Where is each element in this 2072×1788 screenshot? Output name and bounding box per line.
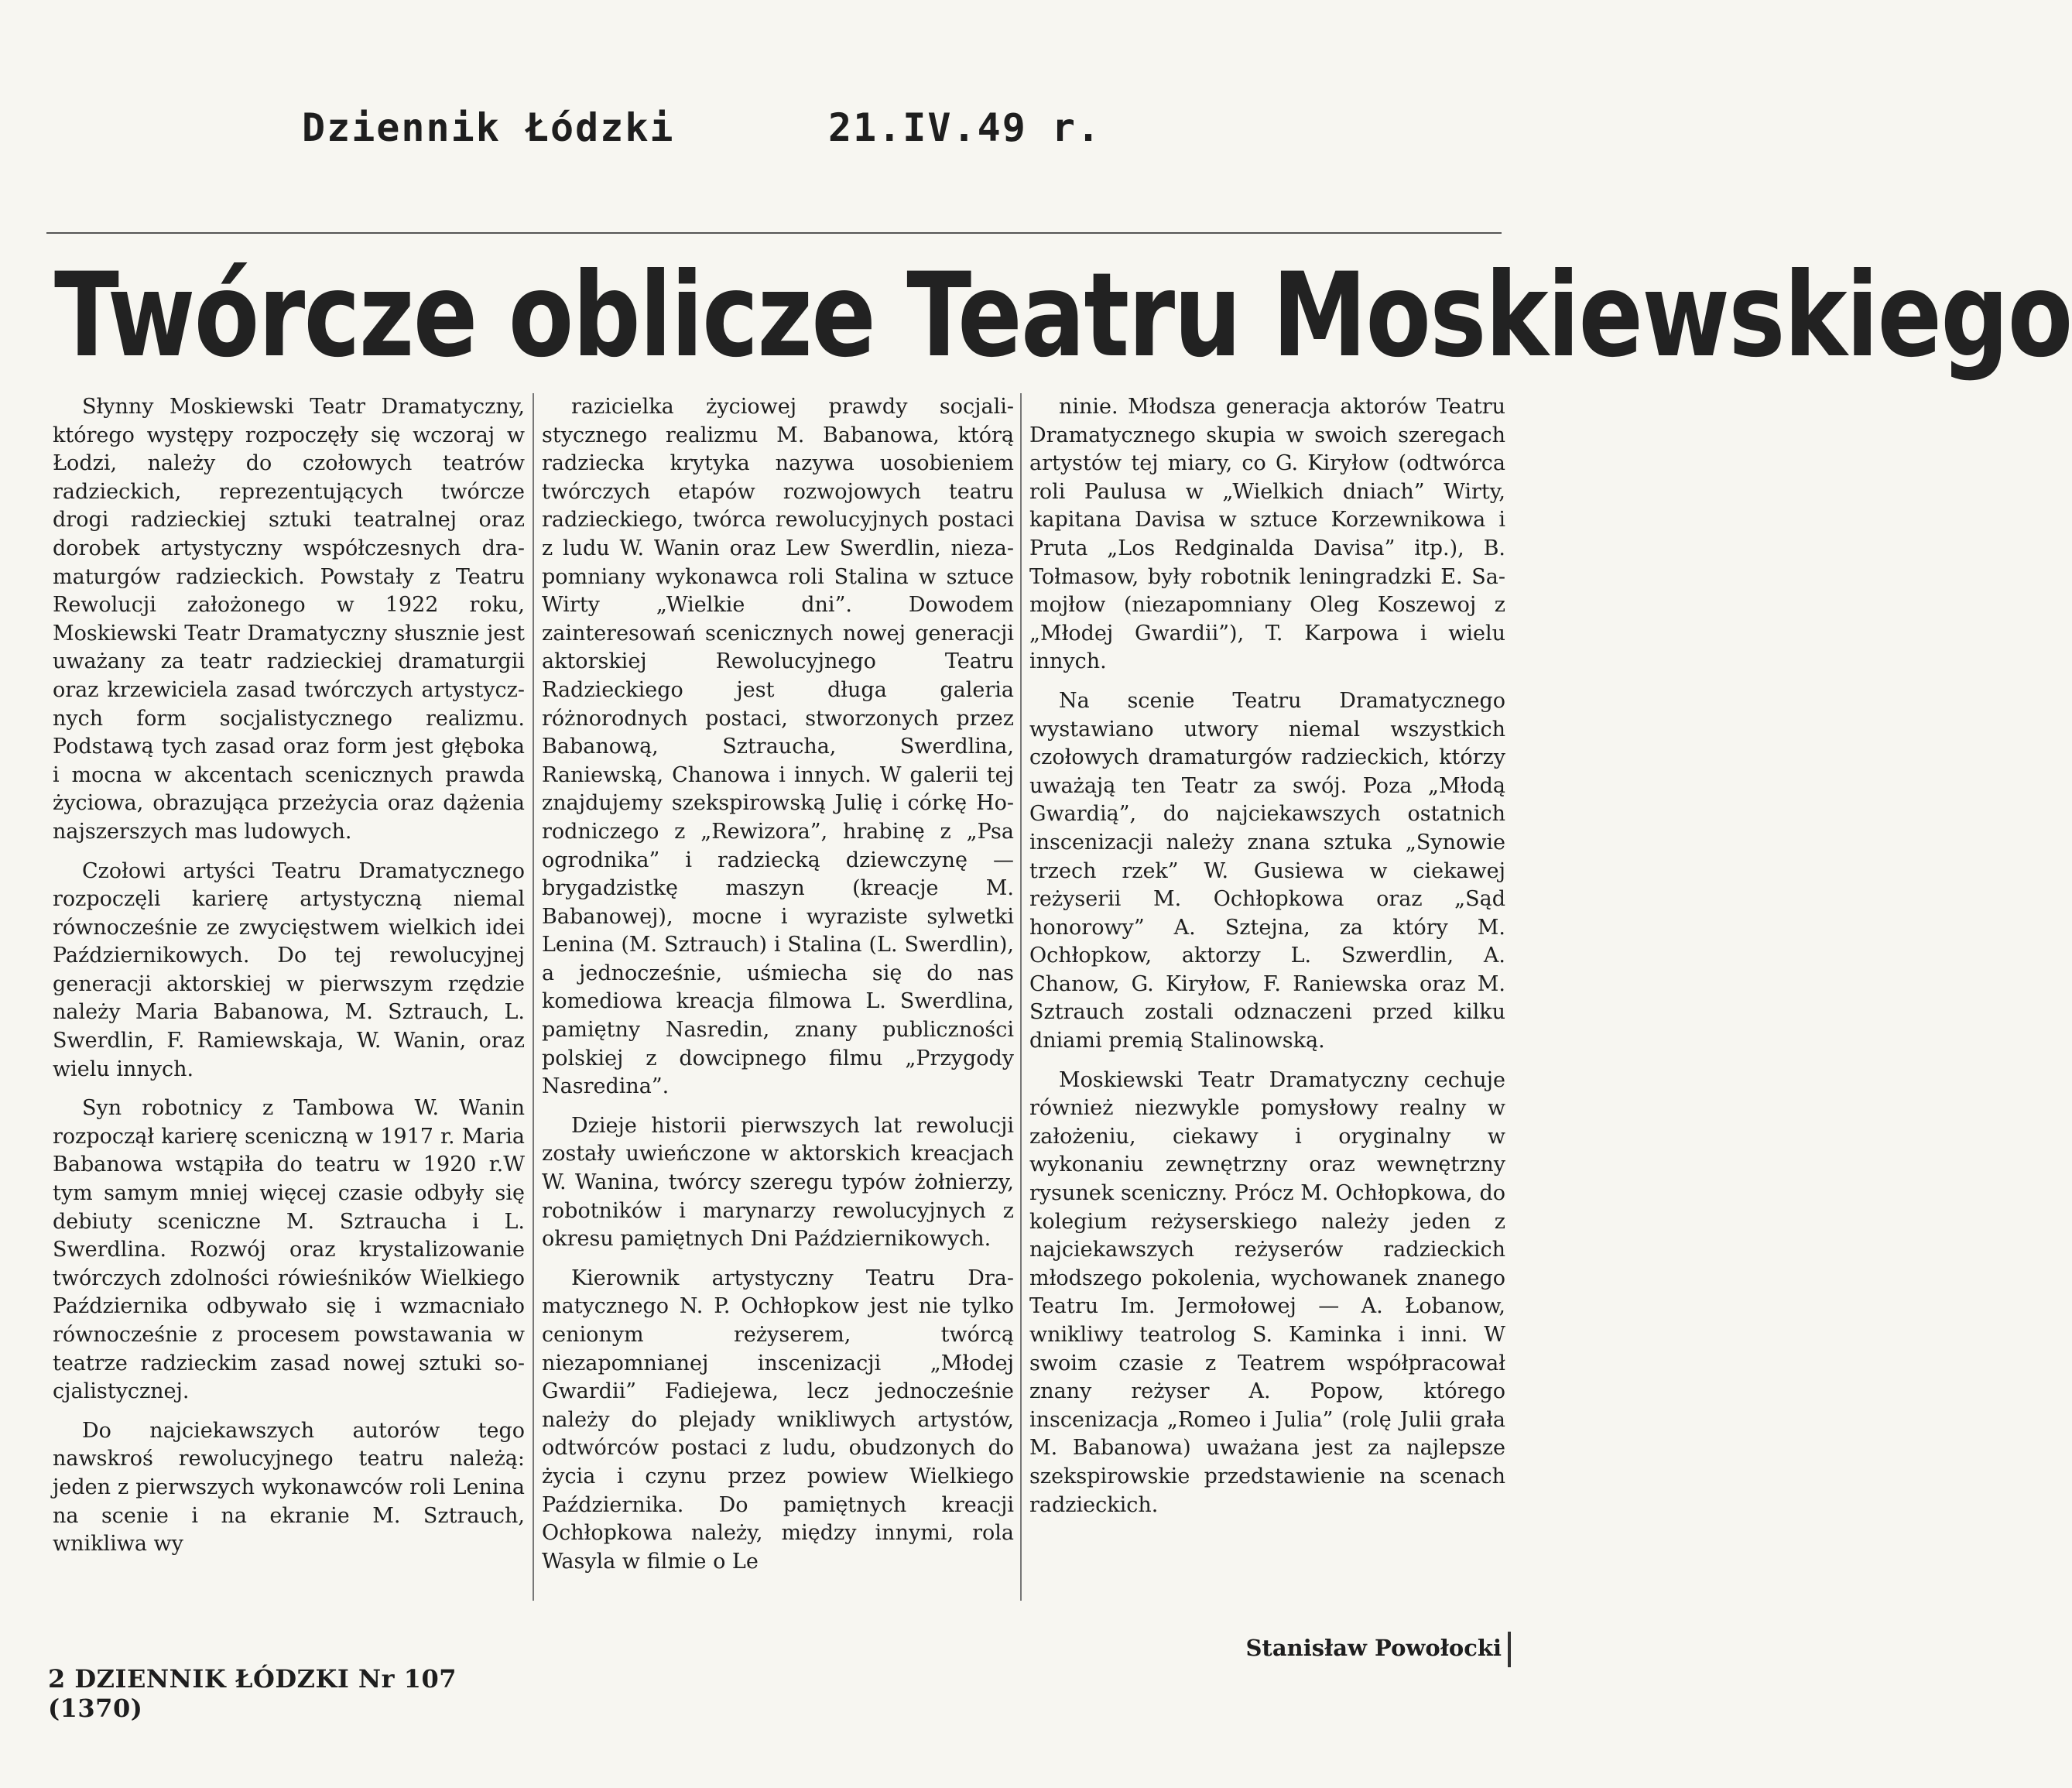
- paragraph: Syn robotnicy z Tambowa W. Wanin rozpoczął karierę sceniczną w 1917 r. Maria Babanowa wstąpiła do teatru w 1920 r.W tym samym mniej więcej czasie odbyły się debiuty sceniczne M. Sztraucha i L. Swerdlina. Rozwój oraz krystalizowanie twórczych zdolności rówieśników Wielkiego Października odbywało się i wzmacniało równocześnie z procesem powstawania w teatrze radzieckim zasad nowej sztuki socjalistycznej.: [53, 1096, 525, 1404]
- paragraph: Na scenie Teatru Dramatycznego wystawiano utwory niemal wszystkich czołowych dramaturgów radzieckich, którzy uważają ten Teatr za swój. Poza „Młodą Gwardią”, do najciekawszych ostatnich inscenizacji należy znana sztuka „Synowie trzech rzek” W. Gusiewa w ciekawej reżyserii M. Ochłopkowa oraz „Sąd honorowy” A. Sztejna, za który M. Ochłopkow, aktorzy L. Szwerdlin, A. Chanow, G. Kiryłow, F. Raniewska oraz M. Sztrauch zostali odznaczeni przed kilku dniami premią Stalinowską.: [1029, 688, 1505, 1053]
- paragraph: razicielka życiowej prawdy socjalistycznego realizmu M. Babanowa, którą radziecka krytyka nazywa uosobieniem twórczych etapów rozwojowych teatru radzieckiego, twórca rewolucyjnych postaci z ludu W. Wanin oraz Lew Swerdlin, niezapomniany wykonawca roli Stalina w sztuce Wirty „Wielkie dni”. Dowodem zainteresowań scenicznych nowej generacji aktorskiej Rewolucyjnego Teatru Radzieckiego jest długa galeria różnorodnych postaci, stworzonych przez Babanową, Sztraucha, Swerdlina, Raniewską, Chanowa i innych. W galerii tej znajdujemy szekspirowską Julię i córkę Horodniczego z „Rewizora”, hrabinę z „Psa ogrodnika” i radziecką dziewczynę — brygadzistkę maszyn (kreacje M. Babanowej), mocne i wyraziste sylwetki Lenina (M. Sztrauch) i Stalina (L. Swerdlin), a jednocześnie, uśmiecha się do nas komediowa kreacja filmowa L. Swerdlina, pamiętny Nasredin, znany publiczności polskiej z dowcipnego filmu „Przygody Nasredina”.: [542, 395, 1014, 1099]
- column-divider: [1020, 393, 1022, 1601]
- article-headline: Twórcze oblicze Teatru Moskiewskiego: [54, 248, 2072, 383]
- article-column-1: [53, 393, 525, 1632]
- article-column-2: [542, 393, 1014, 1632]
- column-divider: [533, 393, 534, 1601]
- signature-bar: [1508, 1632, 1511, 1667]
- author-signature: Stanisław Powołocki: [1245, 1635, 1502, 1661]
- paragraph: Dzieje historii pierwszych lat rewolucji zostały uwieńczone w aktorskich kreacjach W. Wanina, twórcy szeregu typów żołnierzy, robotników i marynarzy rewolucyjnych z okresu pamiętnych Dni Październikowych.: [542, 1113, 1014, 1252]
- article-column-3: [1029, 393, 1505, 1632]
- clipping-header: [302, 91, 1138, 161]
- publication-date: 21.IV.49 r.: [828, 105, 1102, 150]
- paragraph: Słynny Moskiewski Teatr Dramatyczny, którego występy rozpoczęły się wczoraj w Łodzi, należy do czołowych teatrów radzieckich, reprezentujących twórcze drogi radzieckiej sztuki teatralnej oraz dorobek artystyczny współczesnych dramaturgów radzieckich. Powstały z Teatru Rewolucji założonego w 1922 roku, Moskiewski Teatr Dramatyczny słusznie jest uważany za teatr radzieckiej dramaturgii oraz krzewiciela zasad twórczych artystycznych form socjalistycznego realizmu. Podstawą tych zasad oraz form jest głęboka i mocna w akcentach scenicznych prawda życiowa, obrazująca przeżycia oraz dążenia najszerszych mas ludowych.: [53, 395, 525, 844]
- paragraph: Do najciekawszych autorów tego nawskroś rewolucyjnego teatru należą: jeden z pierwszych wykonawców roli Lenina na scenie i na ekranie M. Sztrauch, wnikliwa wy: [53, 1418, 525, 1557]
- newspaper-name: Dziennik Łódzki: [302, 105, 675, 150]
- page-footer: 2 DZIENNIK ŁÓDZKI Nr 107 (1370): [48, 1664, 457, 1723]
- paragraph: Moskiewski Teatr Dramatyczny cechuje również niezwykle pomysłowy realny w założeniu, ciekawy i oryginalny w wykonaniu zewnętrzny oraz wewnętrzny rysunek sceniczny. Prócz M. Ochłopkowa, do kolegium reżyserskiego należy jeden z najciekawszych reżyserów radzieckich młodszego pokolenia, wychowanek znanego Teatru Im. Jermołowej — A. Łobanow, wnikliwy teatrolog S. Kaminka i inni. W swoim czasie z Teatrem współpracował znany reżyser A. Popow, którego inscenizacja „Romeo i Julia” (rolę Julii grała M. Babanowa) uważana jest za najlepsze szekspirowskie przedstawienie na scenach radzieckich.: [1029, 1067, 1505, 1517]
- paragraph: Czołowi artyści Teatru Dramatycznego rozpoczęli karierę artystyczną niemal równocześnie ze zwycięstwem wielkich idei Październikowych. Do tej rewolucyjnej generacji aktorskiej w pierwszym rzędzie należy Maria Babanowa, M. Sztrauch, L. Swerdlin, F. Ramiewskaja, W. Wanin, oraz wielu innych.: [53, 858, 525, 1081]
- header-rule: [46, 232, 1502, 234]
- paragraph: ninie. Młodsza generacja aktorów Teatru Dramatycznego skupia w swoich szeregach artystów tej miary, co G. Kiryłow (odtwórca roli Paulusa w „Wielkich dniach” Wirty, kapitana Davisa w sztuce Korzewnikowa i Pruta „Los Redginalda Davisa” itp.), B. Tołmasow, były robotnik leningradzki E. Samojłow (niezapomniany Oleg Koszewoj z „Młodej Gwardii”), T. Karpowa i wielu innych.: [1029, 395, 1505, 674]
- paragraph: Kierownik artystyczny Teatru Dramatycznego N. P. Ochłopkow jest nie tylko cenionym reżyserem, twórcą niezapomnianej inscenizacji „Młodej Gwardii” Fadiejewa, lecz jednocześnie należy do plejady wnikliwych artystów, odtwórców postaci z ludu, obudzonych do życia i czynu przez powiew Wielkiego Października. Do pamiętnych kreacji Ochłopkowa należy, między innymi, rola Wasyla w filmie o Le: [542, 1266, 1014, 1574]
